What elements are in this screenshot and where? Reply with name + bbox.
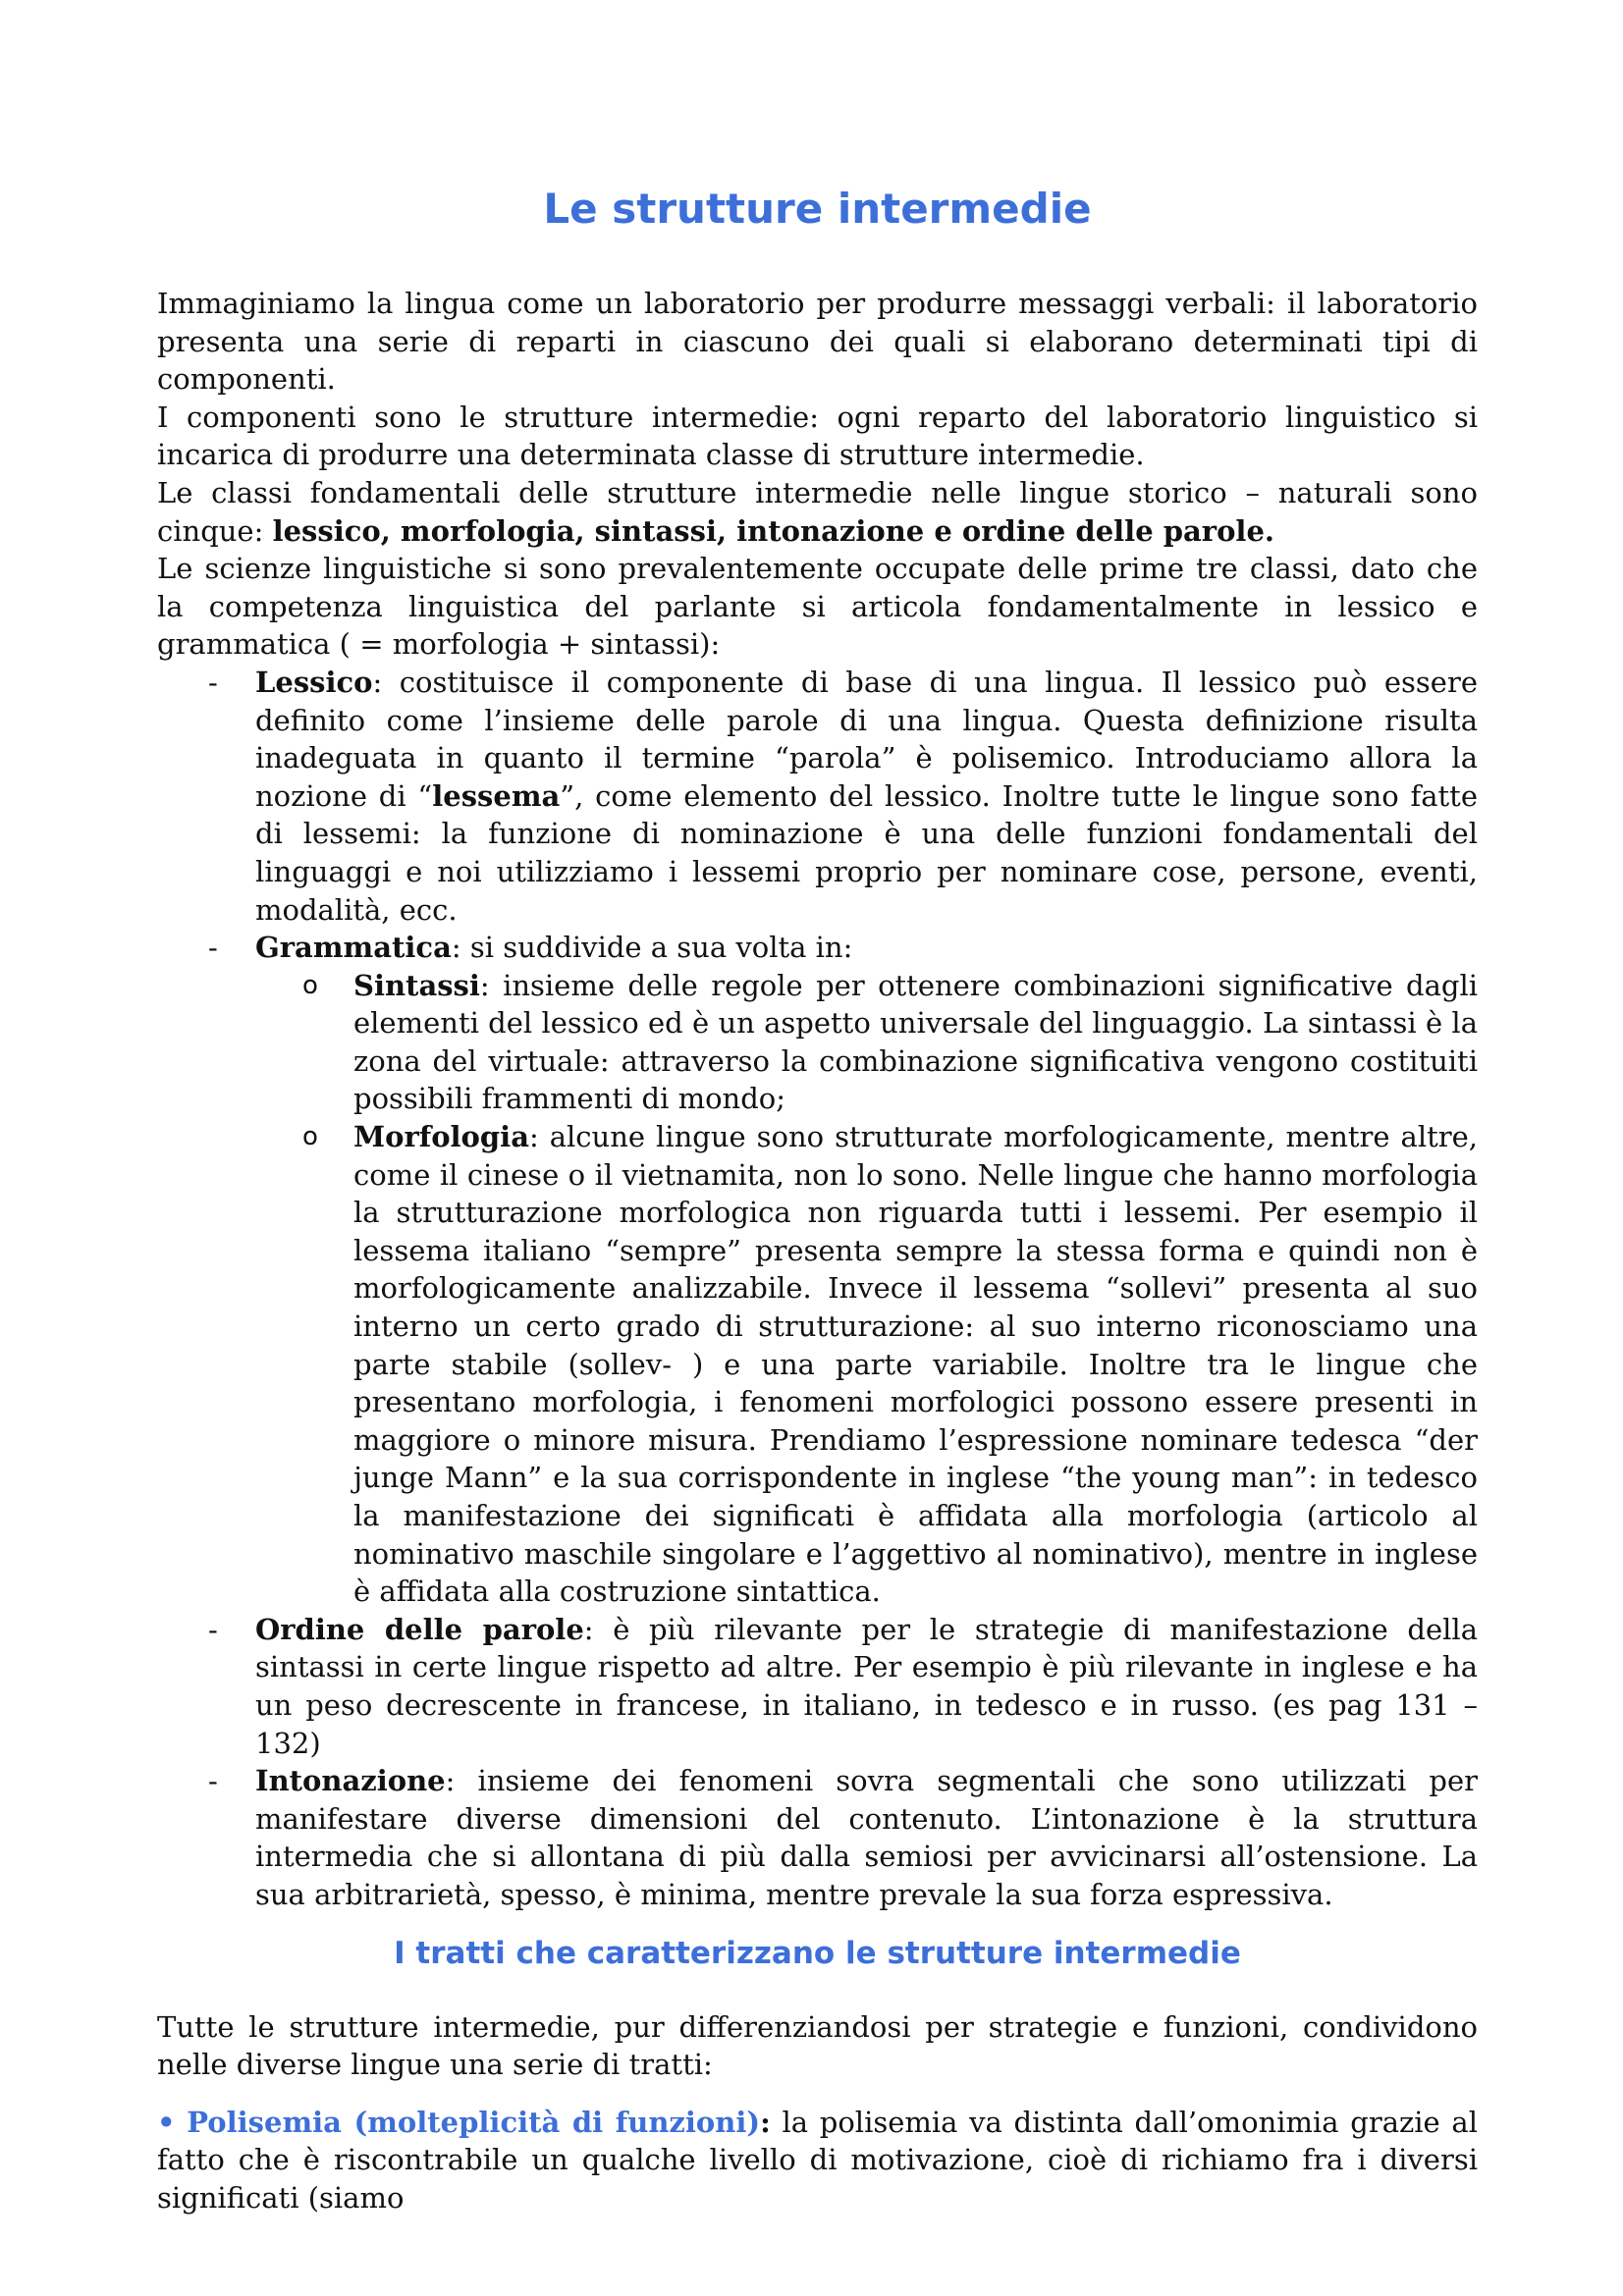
term-intonazione: Intonazione [255, 1764, 446, 1798]
section-subtitle: I tratti che caratterizzano le strutture intermedie [394, 1935, 1241, 1971]
term-lessema: lessema [432, 778, 561, 813]
list-item-lessico [157, 664, 1478, 929]
dash-marker: - [208, 931, 218, 965]
polisemia-colon: : [760, 2105, 771, 2139]
intro-paragraph-3 [157, 474, 1478, 550]
intro-paragraph-4: Le scienze linguistiche si sono prevalentemente occupate delle prime tre classi, dato che la competenza linguistica del parlante si articola fondamentalmente in lessico e grammatica ( = morfologia + sintassi): [157, 552, 1478, 662]
intonazione-text: : insieme dei fenomeni sovra segmentali che sono utilizzati per manifestare diverse dimensioni del contenuto. L’intonazione è la struttura intermedia che si allontana di più dalla semiosi per avvicinarsi all’ostensione. La sua arbitrarietà, spesso, è minima, mentre prevale la sua forza espressiva. [255, 1764, 1478, 1911]
intro-paragraph-3-text: Le classi fondamentali delle strutture intermedie nelle lingue storico – naturali sono cinque: [157, 475, 1478, 548]
dash-marker: - [208, 1764, 218, 1798]
list-item-grammatica [157, 929, 1478, 1611]
page-title: Le strutture intermedie [543, 185, 1092, 233]
term-sintassi: Sintassi [353, 968, 480, 1002]
intro-paragraph-3-bold: lessico, morfologia, sintassi, intonazione e ordine delle parole [272, 513, 1265, 548]
term-polisemia: Polisemia (molteplicità di funzioni) [187, 2105, 761, 2139]
list-item-ordine [157, 1611, 1478, 1762]
bullet-icon: • [157, 2105, 176, 2139]
morfologia-text: : alcune lingue sono strutturate morfologicamente, mentre altre, come il cinese o il vietnamita, non lo sono. Nelle lingue che hanno morfologia la strutturazione morfologica non riguarda tutti i lessemi. Per esempio il lessema italiano “sempre” presenta sempre la stessa forma e quindi non è morfologicamente analizzabile. Invece il lessema “sollevi” presenta al suo interno un certo grado di strutturazione: al suo interno riconosciamo una parte stabile (sollev- ) e una parte variabile. Inoltre tra le lingue che presentano morfologia, i fenomeni morfologici possono essere presenti in maggiore o minore misura. Prendiamo l’espressione nominare tedesca “der junge Mann” e la sua corrispondente in inglese “the young man”: in tedesco la manifestazione dei significati è affidata alla morfologia (articolo al nominativo maschile singolare e l’aggettivo al nominativo), mentre in inglese è affidata alla costruzione sintattica. [353, 1120, 1478, 1609]
term-morfologia: Morfologia [353, 1120, 529, 1154]
polisemia-paragraph [157, 2104, 1478, 2217]
lessico-text-1: : costituisce il componente di base di una lingua. Il lessico può essere definito come l’insieme delle parole di una lingua. Questa definizione risulta inadeguata in quanto il termine “parola” è polisemico. Introduciamo allora la nozione di “ [255, 665, 1478, 813]
intro-paragraph-1: Immaginiamo la lingua come un laboratorio per produrre messaggi verbali: il laboratorio presenta una serie di reparti in ciascuno dei quali si elaborano determinati tipi di componenti. [157, 287, 1478, 397]
dash-marker: - [208, 1612, 218, 1646]
polisemia-text: la polisemia va distinta dall’omonimia grazie al fatto che è riscontrabile un qualche livello di motivazione, cioè di richiamo fra i diversi significati (siamo [157, 2105, 1478, 2215]
circle-marker: o [302, 1122, 318, 1152]
circle-marker: o [302, 970, 318, 1000]
ordine-text: : è più rilevante per le strategie di manifestazione della sintassi in certe lingue rispetto ad altre. Per esempio è più rilevante in inglese e ha un peso decrescente in francese, in italiano, in tedesco e in russo. (es pag 131 – 132) [255, 1612, 1478, 1760]
sublist-item-morfologia [157, 1118, 1478, 1611]
tratti-intro-paragraph: Tutte le strutture intermedie, pur differenziandosi per strategie e funzioni, condividono nelle diverse lingue una serie di tratti: [157, 2009, 1478, 2082]
intro-paragraph-2: I componenti sono le strutture intermedie: ogni reparto del laboratorio linguistico si incarica di produrre una determinata classe di strutture intermedie. [157, 400, 1478, 472]
term-grammatica: Grammatica [255, 931, 452, 965]
term-ordine: Ordine delle parole [255, 1612, 584, 1646]
list-item-intonazione [157, 1762, 1478, 1913]
structures-list [157, 664, 1478, 1914]
grammatica-sublist [157, 967, 1478, 1611]
lessico-text-2: ”, come elemento del lessico. Inoltre tutte le lingue sono fatte di lessemi: la funzione di nominazione è una delle funzioni fondamentali del linguaggi e noi utilizziamo i lessemi proprio per nominare cose, persone, eventi, modalità, ecc. [255, 778, 1478, 927]
intro-paragraph-3-end: . [1264, 513, 1275, 548]
sintassi-text: : insieme delle regole per ottenere combinazioni significative dagli elementi del lessico ed è un aspetto universale del linguaggio. La sintassi è la zona del virtuale: attraverso la combinazione significativa vengono costituiti possibili frammenti di mondo; [353, 968, 1478, 1116]
term-lessico: Lessico [255, 665, 373, 699]
sublist-item-sintassi [157, 967, 1478, 1118]
grammatica-text: : si suddivide a sua volta in: [451, 931, 853, 965]
dash-marker: - [208, 665, 218, 699]
